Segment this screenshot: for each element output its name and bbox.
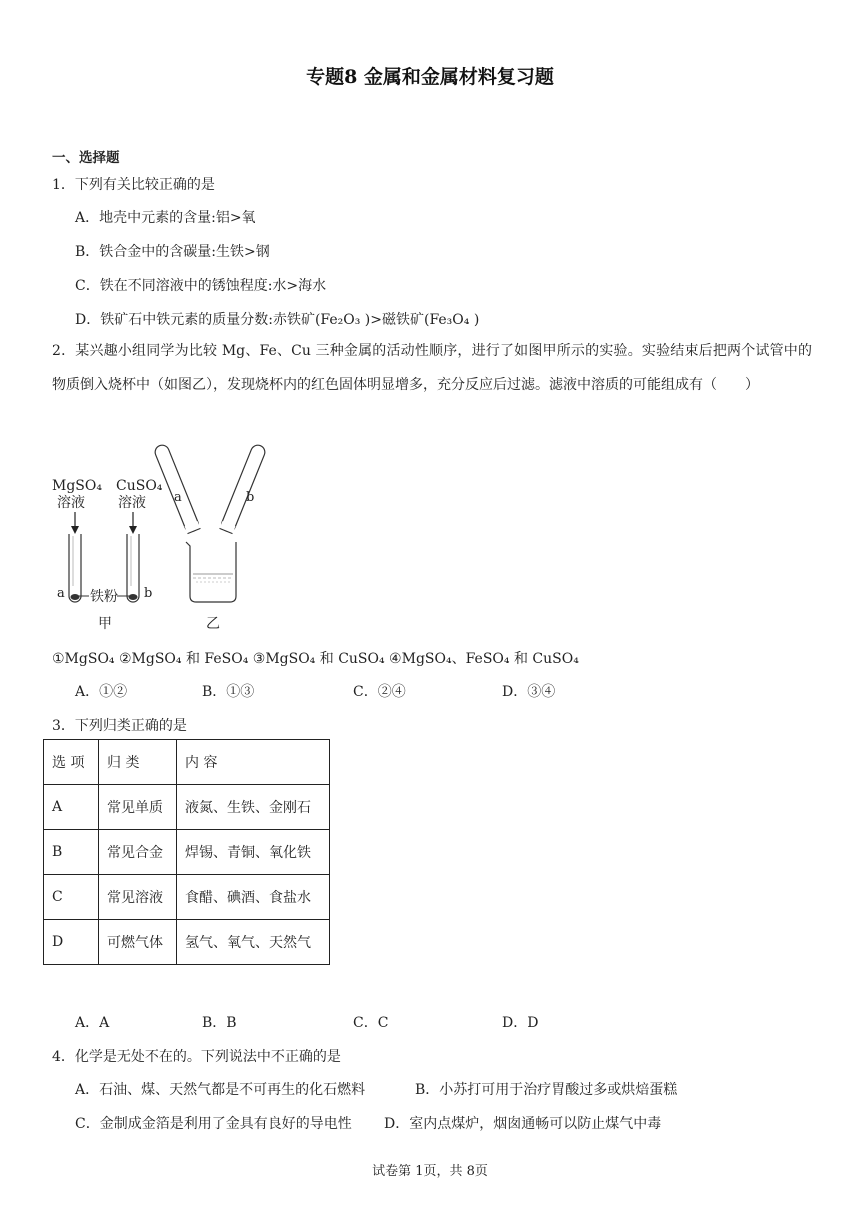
- question-1-option-c: C．铁在不同溶液中的锈蚀程度:水>海水: [75, 278, 327, 294]
- table-cell: 液氮、生铁、金刚石: [177, 785, 330, 830]
- question-2-option-c: C．②④: [353, 684, 406, 700]
- question-3-stem: 3．下列归类正确的是: [52, 718, 187, 734]
- page-footer: 试卷第 1页，共 8页: [372, 1164, 488, 1179]
- table-header-cell: 选 项: [44, 740, 99, 785]
- table-cell: 常见单质: [99, 785, 177, 830]
- label-yi: 乙: [206, 616, 220, 632]
- table-cell: 常见合金: [99, 830, 177, 875]
- label-jia: 甲: [98, 616, 112, 632]
- page-title: 专题8 金属和金属材料复习题: [306, 66, 554, 88]
- table-cell: 食醋、碘酒、食盐水: [177, 875, 330, 920]
- question-1-stem: 1．下列有关比较正确的是: [52, 177, 215, 193]
- question-4-stem: 4．化学是无处不在的。下列说法中不正确的是: [52, 1049, 341, 1065]
- table-header-row: [44, 740, 330, 785]
- beaker: [186, 542, 236, 602]
- table-header-cell: 归 类: [99, 740, 177, 785]
- label-tilted-a: a: [174, 490, 182, 505]
- table-cell: A: [44, 785, 99, 830]
- question-2-choices: ①MgSO₄ ②MgSO₄ 和 FeSO₄ ③MgSO₄ 和 CuSO₄ ④MgSO₄、FeSO₄ 和 CuSO₄: [52, 651, 579, 667]
- label-tilted-b: b: [246, 490, 255, 505]
- table-cell: C: [44, 875, 99, 920]
- question-2-stem: 2．某兴趣小组同学为比较 Mg、Fe、Cu 三种金属的活动性顺序，进行了如图甲所示的实验。实验结束后把两个试管中的物质倒入烧杯中（如图乙），发现烧杯内的红色固体明显增多，充分反应后过滤。滤液中溶质的可能组成有（ ）: [52, 343, 812, 393]
- table-cell: 焊锡、青铜、氧化铁: [177, 830, 330, 875]
- table-cell: 可燃气体: [99, 920, 177, 965]
- question-1-option-a: A．地壳中元素的含量:铝>氧: [75, 210, 256, 226]
- label-mgso4: MgSO₄: [52, 478, 102, 494]
- question-3-option-a: A．A: [75, 1015, 110, 1031]
- label-solution-left: 溶液: [57, 495, 85, 511]
- question-2-option-b: B．①③: [202, 684, 255, 700]
- table-row: [44, 785, 330, 830]
- table-header-cell: 内 容: [177, 740, 330, 785]
- test-tube-a: [69, 534, 81, 602]
- table-row: [44, 920, 330, 965]
- section-heading: 一、选择题: [52, 150, 120, 166]
- question-4-option-d: D．室内点煤炉，烟囱通畅可以防止煤气中毒: [384, 1116, 662, 1132]
- table-cell: 常见溶液: [99, 875, 177, 920]
- table-cell: D: [44, 920, 99, 965]
- question-4-option-b: B．小苏打可用于治疗胃酸过多或烘焙蛋糕: [415, 1082, 678, 1098]
- table-row: [44, 830, 330, 875]
- label-solution-right: 溶液: [118, 495, 146, 511]
- question-4-option-c: C．金制成金箔是利用了金具有良好的导电性: [75, 1116, 352, 1132]
- label-tube-b: b: [144, 586, 153, 601]
- question-2-option-d: D．③④: [502, 684, 556, 700]
- table-row: [44, 875, 330, 920]
- classification-table: [43, 739, 330, 965]
- table-cell: 氢气、氧气、天然气: [177, 920, 330, 965]
- label-iron-powder: 铁粉: [90, 589, 118, 605]
- arrow-icon: [71, 512, 137, 534]
- label-tube-a: a: [57, 586, 65, 601]
- question-2-option-a: A．①②: [75, 684, 128, 700]
- question-4-option-a: A．石油、煤、天然气都是不可再生的化石燃料: [75, 1082, 366, 1098]
- tilted-tube-b: [220, 443, 267, 534]
- table-cell: B: [44, 830, 99, 875]
- question-3-option-b: B．B: [202, 1015, 237, 1031]
- experiment-figure: [44, 436, 274, 636]
- test-tube-b: [127, 534, 139, 602]
- question-1-option-d: D．铁矿石中铁元素的质量分数:赤铁矿(Fe₂O₃ )>磁铁矿(Fe₃O₄ ): [75, 312, 480, 328]
- label-cuso4: CuSO₄: [116, 478, 163, 494]
- question-1-option-b: B．铁合金中的含碳量:生铁>钢: [75, 244, 270, 260]
- question-3-option-c: C．C: [353, 1015, 389, 1031]
- question-3-option-d: D．D: [502, 1015, 539, 1031]
